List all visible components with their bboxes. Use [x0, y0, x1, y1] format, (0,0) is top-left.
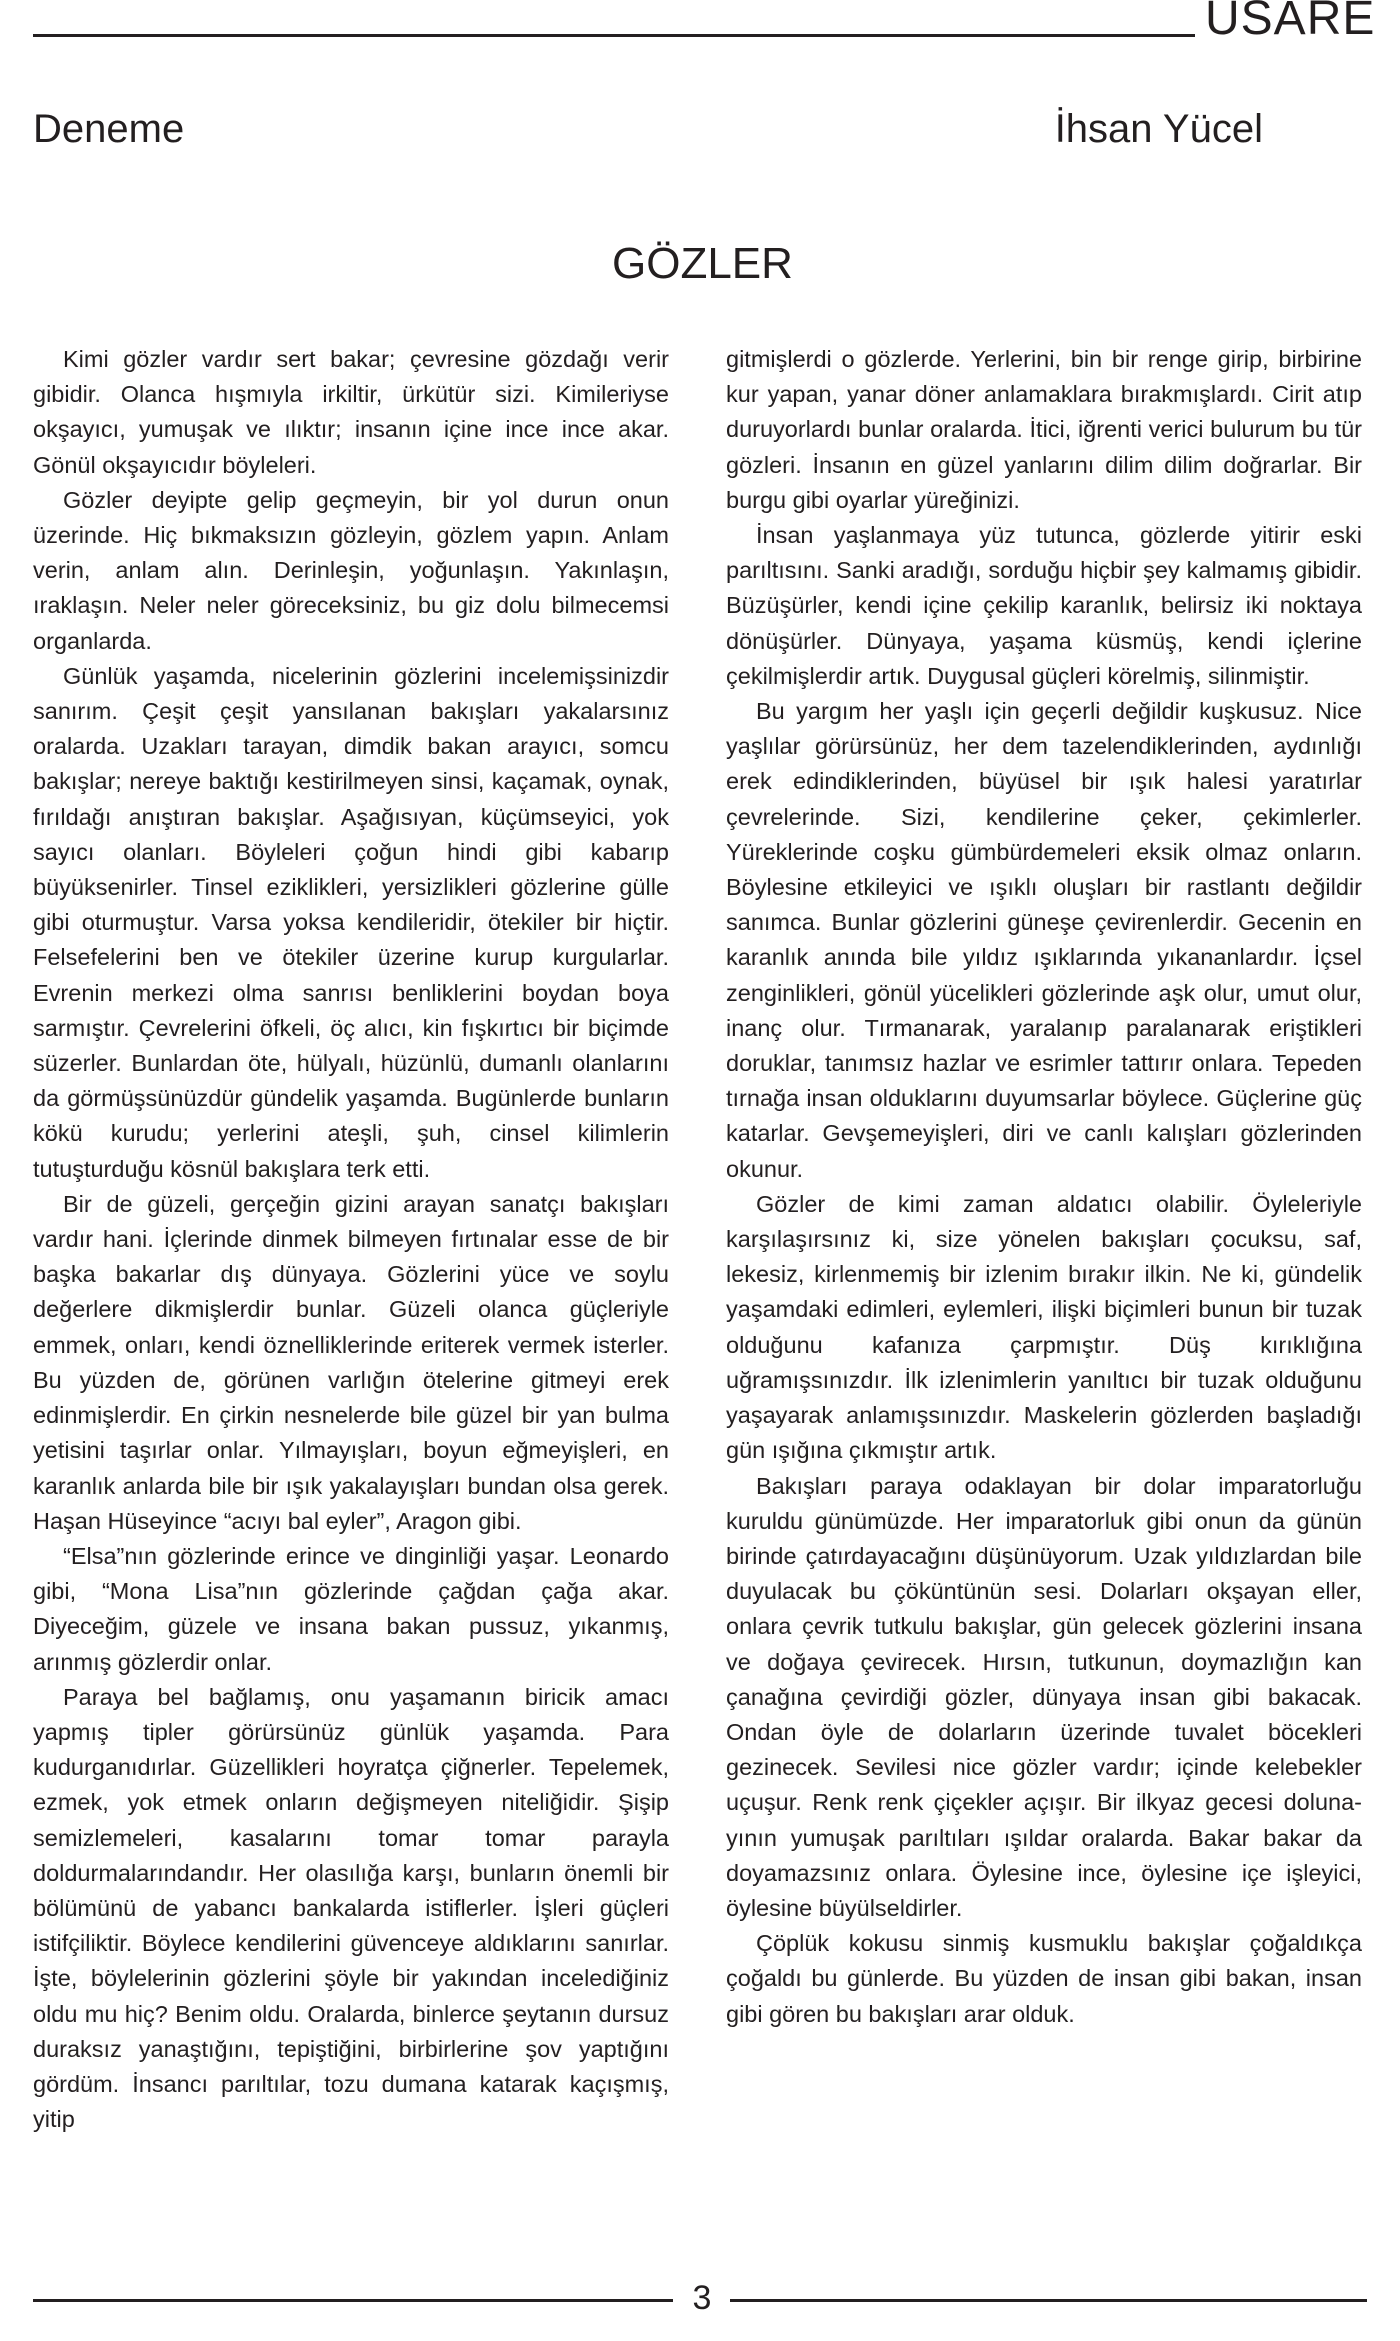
- paragraph: Gözler deyipte gelip geçmeyin, bir yol durun onun üzerinde. Hiç bıkmaksızın gözleyin, gözlem yapın. Anlam verin, anlam alın. Derinleşin, yoğunlaşın. Yakınlaşın, ıraklaşın. Neler neler göreceksiniz, bu giz dolu bilmecemsi organlarda.: [33, 486, 669, 654]
- section-label: Deneme: [33, 107, 185, 151]
- article-title: GÖZLER: [612, 239, 793, 288]
- footer-rule-right: [730, 2299, 1367, 2302]
- right-column: [726, 342, 1362, 2032]
- paragraph: İnsan yaşlanmaya yüz tutunca, gözlerde yitirir eski parıltısını. Sanki aradığı, sorduğu hiçbir şey kalmamış gibidir. Büzüşürler, kendi içine çekilip karanlık, belirsiz iki noktaya dönüşürler. Dünyaya, yaşama küsmüş, kendi içlerine çekilmişlerdir artık. Duygusal güçleri körelmiş, silinmiştir.: [726, 522, 1362, 689]
- paragraph: Paraya bel bağlamış, onu yaşamanın biricik amacı yapmış tipler görürsünüz günlük yaşamda. Para kudurganıdırlar. Güzellikleri hoyratça çiğnerler. Tepelemek, ezmek, yok etmek onların değişmeyen niteliğidir. Şişip semizlemeleri, kasalarını tomar tomar parayla doldurmalarındandır. Her olasılığa karşı, bunların önemli bir bölümünü de yabancı bankalarda istiflerler. İşleri güçleri istifçiliktir. Böylece kendilerini güvenceye aldıklarını sanırlar. İşte, böylelerinin gözlerini şöyle bir yakından incelediğiniz oldu mu hiç? Benim oldu. Oralarda, binlerce şeytanın dursuz duraksız yanaştığını, tepiştiğini, birbirlerine şov yaptığını gördüm. İnsancı parıltılar, tozu dumana katarak kaçışmış, yitip: [33, 1683, 669, 2133]
- magazine-name: USARE: [1205, 0, 1376, 45]
- page-number: 3: [692, 2279, 712, 2317]
- paragraph: Bir de güzeli, gerçeğin gizini arayan sanatçı bakışları vardır hani. İçlerinde dinmek bilmeyen fırtınalar esse de bir başka bakarlar dış dünyaya. Gözlerini yüce ve soylu değerlere dikmişlerdir bunlar. Güzeli olanca güçleriyle emmek, onları, kendi öznelliklerinde eriterek vermek isterler. Bu yüzden de, görünen varlığın ötelerine gitmeyi erek edinmişlerdir. En çirkin nesnelerde bile güzel bir yan bulma yetisini taşırlar onlar. Yılmayışları, boyun eğmeyişleri, en karanlık anlarda bile bir ışık yakalayışları bundan olsa gerek. Haşan Hüseyince “acıyı bal eyler”, Aragon gibi.: [33, 1190, 669, 1534]
- left-column: [33, 342, 669, 2137]
- paragraph: Günlük yaşamda, nicelerinin gözlerini incelemişsinizdir sanırım. Çeşit çeşit yansılanan bakışları yakalarsınız oralarda. Uzakları tarayan, dimdik bakan arayıcı, somcu bakışlar; nereye baktığı kestirilmeyen sinsi, kaçamak, oynak, fırıldağı anıştıran bakışlar. Aşağısıyan, küçümseyici, yok sayıcı olanları. Böyleleri çoğun hindi gibi kabarıp büyüksenirler. Tinsel eziklikleri, yersizlikleri gözlerine gülle gibi oturmuştur. Varsa yoksa kendileridir, ötekiler bir hiçtir. Felsefelerini ben ve ötekiler üzerine kurup kurgularlar. Evrenin merkezi olma sanrısı benliklerini boydan boya sarmıştır. Çevrelerini öfkeli, öç alıcı, kin fışkırtıcı bir biçimde süzerler. Bunlardan öte, hülyalı, hüzünlü, dumanlı olanlarını da görmüşsünüzdür gündelik yaşamda. Bugünlerde bunların kökü kurudu; yerlerini ateşli, şuh, cinsel kilimlerin tutuşturduğu kösnül bakışlara terk etti.: [33, 662, 669, 1182]
- paragraph: Bakışları paraya odaklayan bir dolar imparatorluğu kuruldu günümüzde. Her imparatorluk gibi onun da günün birinde çatırdayacağını düşünüyorum. Uzak yıldızlardan bile duyulacak bu çöküntünün sesi. Dolarları okşayan eller, onlara çevrik tutkulu bakışlar, gün gelecek gözlerini insana ve doğaya çevirecek. Hırsın, tutkunun, doymazlığın kan çanağına çevirdiği gözler, dünyaya insan gibi bakacak. Ondan öyle de dolarların üzerinde tuvalet böcekleri gezinecek. Sevilesi nice gözler vardır; içinde kelebekler uçuşur. Renk renk çiçekler açışır. Bir ilkyaz gecesi doluna-yının yumuşak parıltıları ışıldar oralarda. Bakar bakar da doyamazsınız onlara. Öylesine ince, öylesine içe işleyici, öylesine büyülseldirler.: [726, 1472, 1362, 1921]
- paragraph: “Elsa”nın gözlerinde erince ve dinginliği yaşar. Leonardo gibi, “Mona Lisa”nın gözlerinde çağdan çağa akar. Diyeceğim, güzele ve insana bakan pussuz, yıkanmış, arınmış gözlerdir onlar.: [33, 1542, 669, 1675]
- paragraph: Bu yargım her yaşlı için geçerli değildir kuşkusuz. Nice yaşlılar görürsünüz, her dem tazelendiklerinden, aydınlığı erek edindiklerinden, büyüsel bir ışık halesi yaratırlar çevrelerinde. Sizi, kendilerine çeker, çekimlerler. Yüreklerinde coşku gümbürdemeleri eksik olmaz onların. Böylesine etkileyici ve ışıklı oluşları bir rastlantı değildir sanımca. Bunlar gözlerini güneşe çevirenlerdir. Gecenin en karanlık anında bile yıldız ışıklarında yıkananlardır. İçsel zenginlikleri, gönül yücelikleri gözlerinde aşk olur, umut olur, inanç olur. Tırmanarak, yaralanıp paralanarak eriştikleri doruklar, tanımsız hazlar ve esrimler tattırır onlara. Tepeden tırnağa insan olduklarını duyumsarlar böylece. Güçlerine güç katarlar. Gevşemeyişleri, diri ve canlı kalışları gözlerinden okunur.: [726, 698, 1362, 1182]
- footer-rule-left: [33, 2299, 673, 2302]
- paragraph: Çöplük kokusu sinmiş kusmuklu bakışlar çoğaldıkça çoğaldı bu günlerde. Bu yüzden de insan gibi bakan, insan gibi gören bu bakışları arar olduk.: [726, 1930, 1362, 2027]
- paragraph: Gözler de kimi zaman aldatıcı olabilir. Öyleleriyle karşılaşırsınız ki, size yönelen bakışları çocuksu, saf, lekesiz, kirlenmemiş bir izlenim bırakır ilkin. Ne ki, gündelik yaşamdaki edimleri, eylemleri, ilişki biçimleri bunun bir tuzak olduğunu kafanıza çarpmıştır. Düş kırıklığına uğramışsınızdır. İlk izlenimlerin yanıltıcı bir tuzak olduğunu yaşayarak anlamışsınızdır. Maskelerin gözlerden başladığı gün ışığına çıkmıştır artık.: [726, 1190, 1362, 1464]
- header-rule: [33, 34, 1195, 37]
- author-name: İhsan Yücel: [1054, 107, 1263, 151]
- paragraph: gitmişlerdi o gözlerde. Yerlerini, bin bir renge girip, birbirine kur yapan, yanar döner anlamaklara bırakmışlardı. Cirit atıp duruyorlardı bunlar oralarda. İtici, iğrenti verici bulurum bu tür gözleri. İnsanın en güzel yanlarını dilim dilim doğrarlar. Bir burgu gibi oyarlar yüreğinizi.: [726, 346, 1362, 513]
- paragraph: Kimi gözler vardır sert bakar; çevresine gözdağı verir gibidir. Olanca hışmıyla irkiltir, ürkütür sizi. Kimileriyse okşayıcı, yumuşak ve ılıktır; insanın içine ince ince akar. Gönül okşayıcıdır böyleleri.: [33, 346, 669, 478]
